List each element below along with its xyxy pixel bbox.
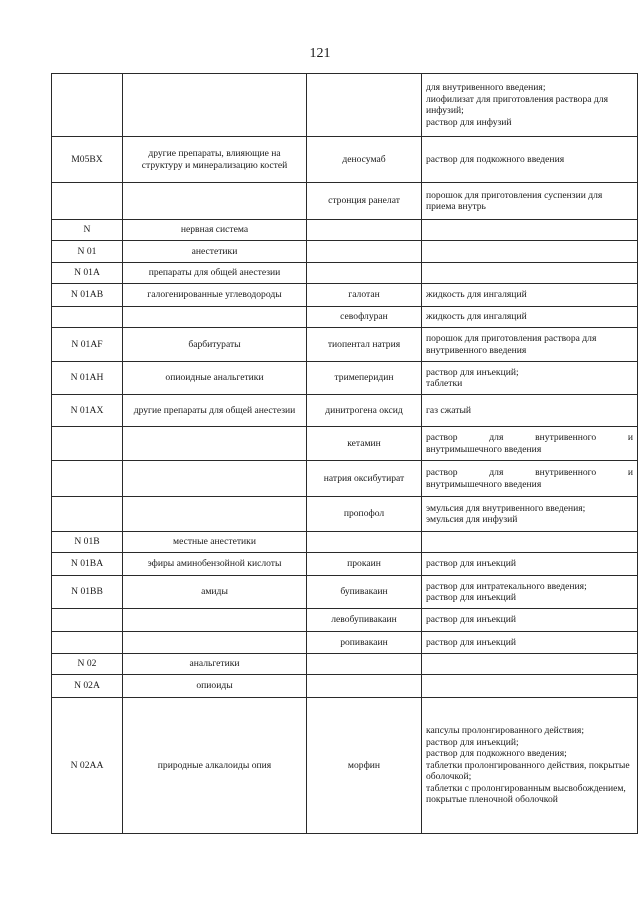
dosage-form-cell <box>422 654 638 675</box>
atc-group-cell <box>123 609 307 632</box>
drug-name-cell: тримеперидин <box>307 362 422 395</box>
atc-code-cell <box>52 74 123 137</box>
drug-name-cell <box>307 74 422 137</box>
dosage-form-cell <box>422 137 638 183</box>
dosage-form-line: эмульсия для внутривенного введения; <box>426 502 586 514</box>
dosage-form-cell <box>422 698 638 834</box>
atc-code-cell: N 01AH <box>52 362 123 395</box>
atc-group-cell: опиоидные анальгетики <box>123 362 307 395</box>
dosage-form-line: таблетки пролонгированного действия, покрытые оболочкой; <box>426 759 630 783</box>
dosage-form-line: эмульсия для инфузий <box>426 514 518 525</box>
dosage-form-line: раствор для внутривенного и <box>426 432 633 443</box>
table-row <box>52 395 638 427</box>
dosage-form-cell <box>422 395 638 427</box>
dosage-form-cell <box>422 532 638 553</box>
atc-code-cell <box>52 461 123 497</box>
dosage-form-line: жидкость для ингаляций <box>426 289 527 301</box>
table-row <box>52 461 638 497</box>
table-row <box>52 609 638 632</box>
table-row <box>52 183 638 220</box>
drug-name-cell <box>307 532 422 553</box>
atc-code-cell: N 01 <box>52 241 123 263</box>
atc-code-cell: N 01AB <box>52 284 123 307</box>
atc-group-cell: природные алкалоиды опия <box>123 698 307 834</box>
drug-name-cell: севофлуран <box>307 307 422 328</box>
table-row <box>52 284 638 307</box>
dosage-form-line: раствор для инъекций <box>426 558 516 570</box>
table-row <box>52 328 638 362</box>
dosage-form-cell <box>422 328 638 362</box>
atc-code-cell: N 02AA <box>52 698 123 834</box>
dosage-form-cell <box>422 461 638 497</box>
drug-name-cell: кетамин <box>307 427 422 461</box>
atc-group-cell: эфиры аминобензойной кислоты <box>123 553 307 576</box>
atc-group-cell <box>123 427 307 461</box>
dosage-form-line: жидкость для ингаляций <box>426 311 527 323</box>
dosage-form-cell <box>422 307 638 328</box>
dosage-form-cell <box>422 362 638 395</box>
dosage-form-line: таблетки с пролонгированным высвобождением, покрытые пленочной оболочкой <box>426 782 626 806</box>
drug-name-cell <box>307 241 422 263</box>
atc-group-cell: анальгетики <box>123 654 307 675</box>
atc-group-cell <box>123 632 307 654</box>
atc-code-cell <box>52 609 123 632</box>
dosage-form-line: раствор для инъекций; <box>426 366 519 378</box>
atc-code-cell: N 01BB <box>52 576 123 609</box>
drug-name-cell: стронция ранелат <box>307 183 422 220</box>
dosage-form-line: порошок для приготовления раствора для внутривенного введения <box>426 333 597 356</box>
table-row <box>52 307 638 328</box>
table-row <box>52 427 638 461</box>
dosage-form-cell <box>422 576 638 609</box>
dosage-form-line: раствор для инъекций <box>426 614 516 626</box>
table-row <box>52 74 638 137</box>
atc-code-cell <box>52 427 123 461</box>
dosage-form-cell <box>422 183 638 220</box>
drug-name-cell: натрия оксибутират <box>307 461 422 497</box>
drug-name-cell: ропивакаин <box>307 632 422 654</box>
atc-group-cell <box>123 307 307 328</box>
drug-name-cell: левобупивакаин <box>307 609 422 632</box>
atc-code-cell: N 02 <box>52 654 123 675</box>
atc-group-cell <box>123 497 307 532</box>
dosage-form-line: газ сжатый <box>426 404 472 416</box>
drug-name-cell: прокаин <box>307 553 422 576</box>
dosage-form-line: внутримышечного введения <box>426 478 542 490</box>
atc-group-cell: препараты для общей анестезии <box>123 263 307 284</box>
dosage-form-line: раствор для подкожного введения; <box>426 748 567 760</box>
atc-group-cell: барбитураты <box>123 328 307 362</box>
drug-name-cell: тиопентал натрия <box>307 328 422 362</box>
dosage-form-cell <box>422 553 638 576</box>
drug-name-cell: деносумаб <box>307 137 422 183</box>
drug-name-cell: пропофол <box>307 497 422 532</box>
dosage-form-cell <box>422 675 638 698</box>
dosage-form-cell <box>422 632 638 654</box>
atc-group-cell: нервная система <box>123 220 307 241</box>
atc-group-cell: амиды <box>123 576 307 609</box>
drug-name-cell <box>307 654 422 675</box>
drug-name-cell <box>307 263 422 284</box>
drug-name-cell <box>307 675 422 698</box>
table-body <box>52 74 638 834</box>
table-row <box>52 675 638 698</box>
dosage-form-line: раствор для инъекций <box>426 636 516 648</box>
table-row <box>52 497 638 532</box>
atc-group-cell: опиоиды <box>123 675 307 698</box>
dosage-form-line: раствор для внутривенного и <box>426 467 633 478</box>
drug-name-cell <box>307 220 422 241</box>
dosage-form-cell <box>422 241 638 263</box>
dosage-form-cell <box>422 284 638 307</box>
dosage-form-line: внутримышечного введения <box>426 443 542 455</box>
dosage-form-line: раствор для инъекций <box>426 592 516 603</box>
dosage-form-cell <box>422 427 638 461</box>
dosage-form-line: таблетки <box>426 378 463 389</box>
atc-code-cell <box>52 497 123 532</box>
table-row <box>52 654 638 675</box>
dosage-form-line: для внутривенного введения; <box>426 82 546 93</box>
atc-code-cell: N 01AF <box>52 328 123 362</box>
dosage-form-cell <box>422 497 638 532</box>
dosage-form-cell <box>422 263 638 284</box>
dosage-form-cell <box>422 74 638 137</box>
table-row <box>52 632 638 654</box>
table-row <box>52 263 638 284</box>
dosage-form-line: лиофилизат для приготовления раствора для инфузий; <box>426 93 608 116</box>
table-row <box>52 532 638 553</box>
drug-name-cell: бупивакаин <box>307 576 422 609</box>
drug-name-cell: морфин <box>307 698 422 834</box>
atc-group-cell <box>123 461 307 497</box>
table-row <box>52 576 638 609</box>
page-number: 121 <box>309 46 331 61</box>
dosage-form-line: раствор для инфузий <box>426 116 512 128</box>
atc-code-cell <box>52 632 123 654</box>
atc-group-cell: местные анестетики <box>123 532 307 553</box>
table-row <box>52 137 638 183</box>
atc-code-cell: N 01BA <box>52 553 123 576</box>
atc-group-cell <box>123 183 307 220</box>
dosage-form-line: раствор для подкожного введения <box>426 153 565 165</box>
atc-code-cell: N <box>52 220 123 241</box>
dosage-form-cell <box>422 609 638 632</box>
atc-group-cell <box>123 74 307 137</box>
drug-name-cell: динитрогена оксид <box>307 395 422 427</box>
atc-code-cell: N 01AX <box>52 395 123 427</box>
drug-name-cell: галотан <box>307 284 422 307</box>
atc-code-cell <box>52 307 123 328</box>
table-row <box>52 698 638 834</box>
dosage-form-cell <box>422 220 638 241</box>
atc-group-cell: другие препараты для общей анестезии <box>123 395 307 427</box>
atc-group-cell: анестетики <box>123 241 307 263</box>
table-row <box>52 362 638 395</box>
dosage-form-line: раствор для инъекций; <box>426 736 519 748</box>
table-row <box>52 241 638 263</box>
dosage-form-line: капсулы пролонгированного действия; <box>426 725 584 737</box>
table-row <box>52 220 638 241</box>
atc-group-cell: другие препараты, влияющие на структуру и минерализацию костей <box>123 137 307 183</box>
atc-code-cell: N 01A <box>52 263 123 284</box>
atc-group-cell: галогенированные углеводороды <box>123 284 307 307</box>
table-row <box>52 553 638 576</box>
drug-table <box>51 73 638 834</box>
dosage-form-line: порошок для приготовления суспензии для приема внутрь <box>426 189 603 212</box>
atc-code-cell: M05BX <box>52 137 123 183</box>
dosage-form-line: раствор для интратекального введения; <box>426 580 587 592</box>
atc-code-cell: N 02A <box>52 675 123 698</box>
atc-code-cell: N 01B <box>52 532 123 553</box>
atc-code-cell <box>52 183 123 220</box>
